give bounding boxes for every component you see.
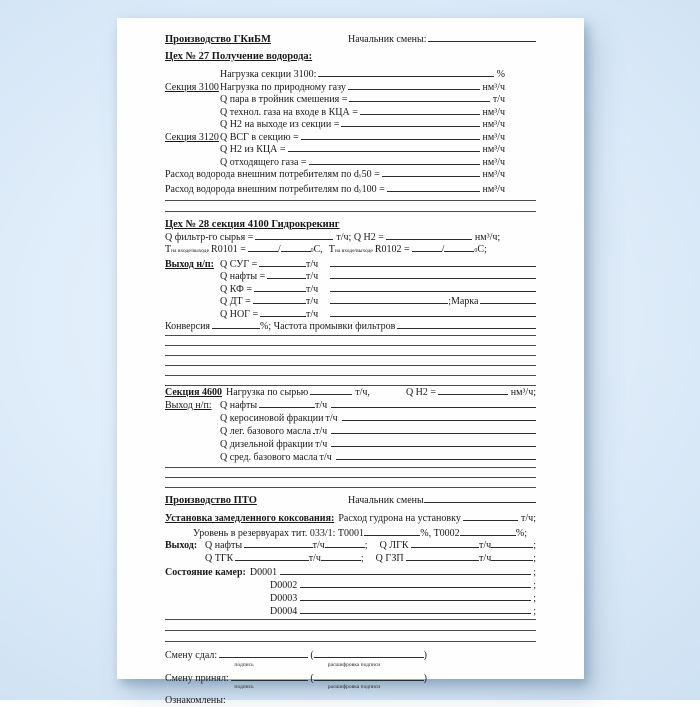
chamber-id: D0004 [270, 606, 298, 617]
unit-label: т/ч [492, 94, 505, 105]
row-4600-load [165, 386, 536, 399]
blank-field [364, 527, 420, 536]
field-label: Расход гудрона на установку [338, 513, 461, 524]
field-label: т/ч; Q Н2 = [336, 231, 384, 243]
blank-field [321, 552, 361, 561]
unit-label: т/ч [315, 438, 328, 450]
blank-field [331, 399, 536, 408]
field-label: Конверсия [165, 321, 211, 332]
signature-full-caption: расшифровка подписи [327, 661, 381, 668]
row-out-kf [165, 283, 536, 296]
blank-field [310, 386, 352, 395]
unit-label: т/ч [306, 308, 319, 320]
punct-label: ; [360, 552, 364, 564]
blank-field [412, 243, 442, 252]
blank-field [330, 270, 536, 279]
unit-label: т/ч [306, 283, 319, 295]
blank-field [300, 592, 531, 601]
unit-label: нм³/ч [482, 169, 505, 180]
superscript-label: 0 [474, 248, 478, 254]
field-label: Q дизельной фракции [220, 438, 314, 450]
page-content [165, 33, 536, 707]
signature-captions [165, 662, 427, 669]
unit-label: нм³/ч; [474, 231, 501, 243]
field-label: %, Т0002 [420, 527, 460, 539]
blank-field [360, 106, 480, 115]
row-chamber-4 [165, 605, 536, 618]
row-filtered-feed [165, 231, 536, 244]
row-out-dt [165, 295, 536, 308]
ruled-line [165, 356, 536, 366]
unit-label: нм³/ч [482, 183, 505, 195]
row-vsg [165, 131, 505, 144]
row-load-3100 [165, 68, 505, 81]
row-4600-medium-oil [165, 451, 536, 464]
shop28-title: Цех № 28 секция 4100 Гидрокрекинг [165, 219, 340, 230]
field-label: Q КФ = [220, 283, 252, 295]
pto-header-row [165, 494, 536, 507]
out-label: Выход н/п: [165, 258, 214, 270]
unit-label: т/ч [479, 552, 492, 564]
unit-label: т/ч [315, 425, 328, 437]
row-4600-light-oil [165, 425, 536, 438]
out-label: Выход: [165, 540, 198, 551]
row-uzk [165, 512, 536, 525]
field-label: R0102 = [374, 244, 410, 255]
row-shift-accepted [165, 672, 427, 685]
field-label: Q нафты [205, 540, 243, 551]
unit-label: т/ч [306, 296, 319, 307]
field-label: Смену принял: [165, 672, 229, 684]
field-label: Нагрузка секции 3100: [220, 69, 317, 80]
field-label: 50 = [361, 169, 380, 180]
blank-field [460, 527, 516, 536]
unit-label: т/ч [315, 399, 328, 411]
ruled-line [165, 468, 536, 478]
blank-field [309, 156, 480, 165]
row-ext-dy50 [165, 168, 505, 183]
chamber-id: D0003 [270, 593, 298, 604]
document-page [117, 18, 584, 706]
field-label: Расход водорода внешним потребителям по d [165, 183, 359, 195]
blank-field [444, 243, 474, 252]
blank-field [331, 438, 536, 447]
paren-label: ( [310, 672, 314, 684]
punct-label: ; [533, 540, 536, 551]
blank-field [348, 81, 480, 90]
field-label: Q ТГК [205, 552, 234, 564]
subscript-label: на входе/выходе [171, 248, 210, 254]
field-label: Q фильтр-го сырья = [165, 231, 254, 243]
quantity-group [220, 399, 315, 412]
row-reactor-temps [165, 243, 536, 258]
blank-field [424, 494, 536, 503]
blank-field [288, 143, 480, 152]
ruled-line [165, 366, 536, 376]
field-label: Уровень в резервуарах тит. 033/1: Т0001 [193, 527, 365, 539]
blank-field [254, 283, 306, 292]
field-label: R0101 = [211, 244, 246, 255]
unit-label: С, [313, 244, 323, 255]
row-shift-handed [165, 649, 427, 662]
field-label: Т [328, 244, 335, 255]
unit-label: т/ч [319, 451, 332, 463]
field-label: Q нафты [220, 399, 258, 411]
field-label: 100 = [361, 183, 385, 195]
unit-label: С; [477, 244, 487, 255]
blank-field [300, 579, 531, 588]
row-tech-gas-kca [165, 106, 505, 119]
unit-label: нм³/ч; [510, 386, 536, 398]
quantity-group [220, 258, 306, 271]
unit-label: т/ч; [521, 513, 536, 524]
subscript-label: на входе/выходе [334, 248, 373, 254]
field-label: Расход водорода внешним потребителям по d [165, 169, 359, 180]
row-h2-kca [165, 143, 505, 156]
marka-label: ;Марка [448, 296, 479, 307]
field-label: Q Н2 из КЦА = [220, 144, 286, 155]
field-label: Q технол. газа на входе в КЦА = [220, 106, 358, 118]
blank-field [428, 33, 536, 42]
quantity-group [220, 295, 306, 308]
unit-label: т/ч [479, 540, 492, 551]
section-3100-label: Секция 3100 [165, 81, 219, 93]
unit-label: т/ч [325, 412, 338, 424]
field-label: Q нафты = [220, 271, 266, 282]
row-chamber-2 [165, 579, 536, 592]
signature-caption: подпись [234, 661, 254, 668]
ruled-line [165, 346, 536, 356]
out-half-left [165, 539, 368, 552]
unit-label: нм³/ч [482, 81, 505, 93]
blank-field [318, 68, 493, 77]
field-label: Q ГЗП [375, 552, 404, 564]
row-natural-gas [165, 81, 505, 94]
blank-field [382, 168, 480, 177]
row-offgas [165, 156, 505, 169]
row-pto-out-2 [165, 552, 536, 565]
field-label: Q Н2 на выходе из секции = [220, 119, 340, 130]
punct-label: ; [533, 606, 536, 617]
row-acquainted [165, 695, 536, 707]
ruled-line [165, 631, 536, 642]
blank-field [330, 295, 448, 304]
paren-label: ( [310, 650, 314, 661]
shop28-title-row [165, 219, 536, 231]
unit-label: % [496, 69, 505, 80]
blank-field [260, 308, 306, 317]
blank-field [411, 539, 480, 548]
field-label: Ознакомлены: [165, 695, 226, 706]
blank-field [330, 308, 536, 317]
quantity-group [220, 451, 320, 464]
punct-label: ; [533, 552, 537, 564]
chamber-id: D0002 [270, 580, 298, 591]
blank-field [314, 649, 424, 658]
row-4600-naphtha [165, 399, 536, 412]
section-4600-title: Секция 4600 [165, 386, 222, 398]
field-label: Нагрузка по природному газу [220, 81, 346, 93]
field-label: Т [165, 244, 172, 255]
blank-field [387, 183, 480, 192]
shift-chief-group [348, 494, 536, 507]
paren-label: ) [423, 650, 427, 661]
blank-field [330, 283, 536, 292]
production-title: Производство ГКиБМ [165, 34, 271, 45]
blank-field [280, 566, 531, 575]
unit-label: нм³/ч [482, 106, 505, 118]
row-4600-diesel [165, 438, 536, 451]
row-pto-out-1 [165, 539, 536, 552]
row-conversion [165, 320, 536, 333]
field-label: Q сред. базового масла [220, 451, 318, 463]
subscript-label: у [358, 187, 362, 194]
unit-label: т/ч [312, 540, 325, 551]
unit-label: нм³/ч [482, 144, 505, 155]
unit-label: нм³/ч [482, 131, 505, 143]
blank-field [235, 552, 308, 561]
quantity-group [220, 283, 306, 296]
ruled-line [165, 376, 536, 386]
blank-field [301, 131, 480, 140]
blank-field [342, 412, 536, 421]
row-tank-levels [193, 527, 527, 540]
field-label: Q СУГ = [220, 258, 258, 270]
signature-caption: подпись [234, 684, 254, 690]
punct-label: ; [364, 540, 368, 551]
subscript-label: у [358, 173, 362, 179]
blank-field [259, 258, 306, 267]
blank-field [314, 672, 424, 681]
field-label: Q ВСГ в секцию = [220, 131, 299, 143]
field-label: Q НОГ = [220, 308, 259, 320]
row-out-nog [165, 308, 536, 321]
header-row [165, 33, 536, 46]
blank-field [331, 425, 536, 434]
field-label: Смену сдал: [165, 650, 218, 661]
shop27-title: Цех № 27 Получение водорода: [165, 50, 313, 62]
blank-field [438, 386, 508, 395]
row-steam-mix [165, 93, 505, 106]
field-label: Q ДТ = [220, 296, 251, 307]
shift-chief-group [348, 33, 536, 46]
blank-field [349, 93, 489, 102]
blank-field [491, 539, 533, 548]
blank-field [386, 231, 472, 240]
blank-field [336, 451, 536, 460]
field-label: %; Частота промывки фильтров [260, 321, 396, 332]
unit-label: нм³/ч [482, 119, 505, 130]
blank-field [231, 672, 309, 681]
field-label: Q отходящего газа = [220, 156, 307, 168]
row-h2-out [165, 118, 505, 131]
slash-label: / [441, 244, 445, 255]
field-label: Q ЛГК [379, 540, 409, 551]
blank-field [341, 118, 479, 127]
superscript-label: 0 [310, 248, 314, 254]
chamber-id: D0001 [249, 567, 278, 578]
blank-field [300, 605, 531, 614]
blank-field [406, 552, 479, 561]
blank-field [253, 295, 306, 304]
row-chamber-1 [165, 566, 536, 579]
punct-label: ; [533, 567, 536, 578]
row-out-sug [165, 258, 536, 271]
shift-chief-label: Начальник смены: [348, 34, 427, 45]
pto-title: Производство ПТО [165, 494, 257, 506]
blank-field [248, 243, 278, 252]
field-label: Q Н2 = [405, 386, 437, 398]
blank-field [267, 270, 306, 279]
chambers-label: Состояние камер: [165, 567, 246, 578]
unit-label: т/ч [306, 271, 319, 282]
blank-field [463, 512, 518, 521]
slash-label: / [277, 244, 281, 255]
section-3120-label: Секция 3120 [165, 131, 219, 143]
unit-label: %; [515, 527, 528, 539]
ruled-line [165, 620, 536, 631]
blank-field [480, 295, 536, 304]
field-label: Q пара в тройник смешения = [220, 94, 348, 105]
quantity-group [220, 438, 315, 451]
row-out-naphtha [165, 270, 536, 283]
signature-captions [165, 684, 427, 691]
ruled-line [165, 201, 536, 212]
shop27-title-row [165, 51, 536, 63]
unit-label: т/ч, [355, 386, 370, 398]
blank-field [330, 258, 536, 267]
blank-field [212, 320, 260, 329]
blank-field [397, 320, 536, 329]
paren-label: ) [423, 672, 427, 684]
quantity-group [220, 308, 306, 321]
signature-full-caption: расшифровка подписи [327, 684, 381, 690]
quantity-group [220, 425, 315, 438]
field-label: Q лег. базового масла [220, 425, 312, 437]
unit-label: нм³/ч [482, 156, 505, 168]
blank-field [255, 231, 333, 240]
out-half-right [380, 539, 536, 552]
shift-chief-label: Начальник смены [348, 494, 424, 506]
quantity-group [220, 412, 326, 425]
quantity-group [220, 270, 306, 283]
blank-field [259, 399, 315, 408]
unit-label: т/ч [308, 552, 321, 564]
punct-label: ; [533, 593, 536, 604]
punct-label: ; [533, 580, 536, 591]
out-half-right [376, 552, 536, 565]
uzk-title: Установка замедленного коксования: [165, 513, 335, 524]
out-half-left [165, 552, 364, 565]
blank-field [244, 539, 313, 548]
blank-field [219, 649, 308, 658]
blank-field [491, 552, 533, 561]
row-chamber-3 [165, 592, 536, 605]
field-label: Q керосиновой фракции [220, 412, 324, 424]
field-label: Нагрузка по сырью [225, 386, 309, 398]
row-4600-kerosene [165, 412, 536, 425]
row-ext-dy100 [165, 183, 505, 198]
blank-field [281, 243, 311, 252]
unit-label: т/ч [306, 258, 319, 270]
out-label: Выход н/п: [165, 399, 212, 411]
ruled-line [165, 336, 536, 346]
blank-field [325, 539, 365, 548]
ruled-line [165, 478, 536, 488]
